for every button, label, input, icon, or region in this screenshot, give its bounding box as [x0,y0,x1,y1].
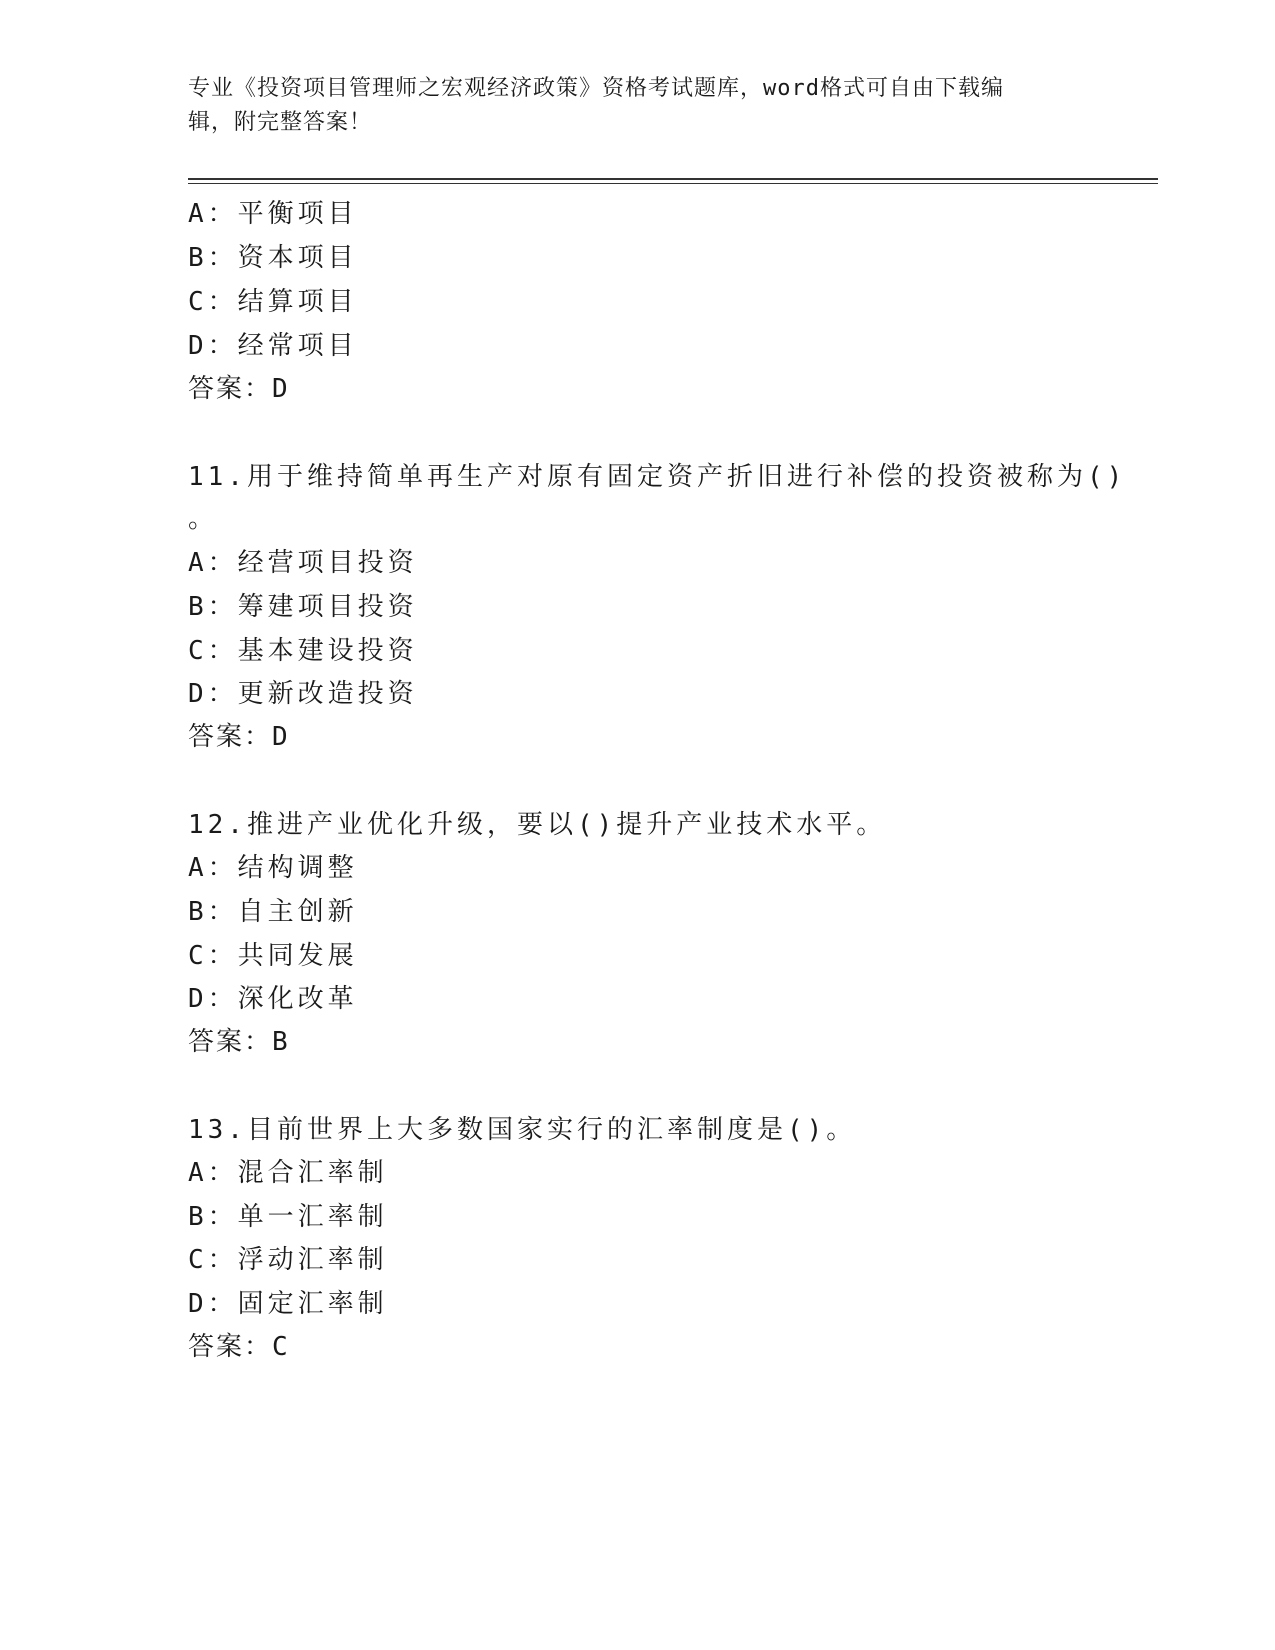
q12-option-a: A：结构调整 [188,853,358,883]
q11-question: 11.用于维持简单再生产对原有固定资产折旧进行补偿的投资被称为() [188,462,1127,492]
q11-question-cont: 。 [188,504,219,534]
q11-answer: 答案：D [188,722,290,752]
q11-option-d: D：更新改造投资 [188,679,418,709]
q13-answer: 答案：C [188,1332,290,1362]
q11-option-b: B：筹建项目投资 [188,592,418,622]
q13-option-c: C：浮动汇率制 [188,1245,388,1275]
q10-option-b: B：资本项目 [188,243,358,273]
q12-option-b: B：自主创新 [188,897,358,927]
q13-option-b: B：单一汇率制 [188,1202,388,1232]
q13-option-a: A：混合汇率制 [188,1158,388,1188]
header-line-2: 辑，附完整答案！ [188,110,373,135]
header-line-1: 专业《投资项目管理师之宏观经济政策》资格考试题库，word格式可自由下载编 [188,76,1004,101]
q12-answer: 答案：B [188,1027,290,1057]
q11-option-c: C：基本建设投资 [188,636,418,666]
header-divider-thin [188,183,1158,184]
q10-option-a: A：平衡项目 [188,199,358,229]
q12-option-c: C：共同发展 [188,941,358,971]
q12-question: 12.推进产业优化升级，要以()提升产业技术水平。 [188,810,887,840]
q10-option-d: D：经常项目 [188,331,358,361]
header-divider [188,178,1158,180]
q13-option-d: D：固定汇率制 [188,1289,388,1319]
q11-option-a: A：经营项目投资 [188,548,418,578]
document-header [188,72,1088,140]
q10-answer: 答案：D [188,374,290,404]
q12-option-d: D：深化改革 [188,984,358,1014]
q13-question: 13.目前世界上大多数国家实行的汇率制度是()。 [188,1115,857,1145]
q10-option-c: C：结算项目 [188,287,358,317]
